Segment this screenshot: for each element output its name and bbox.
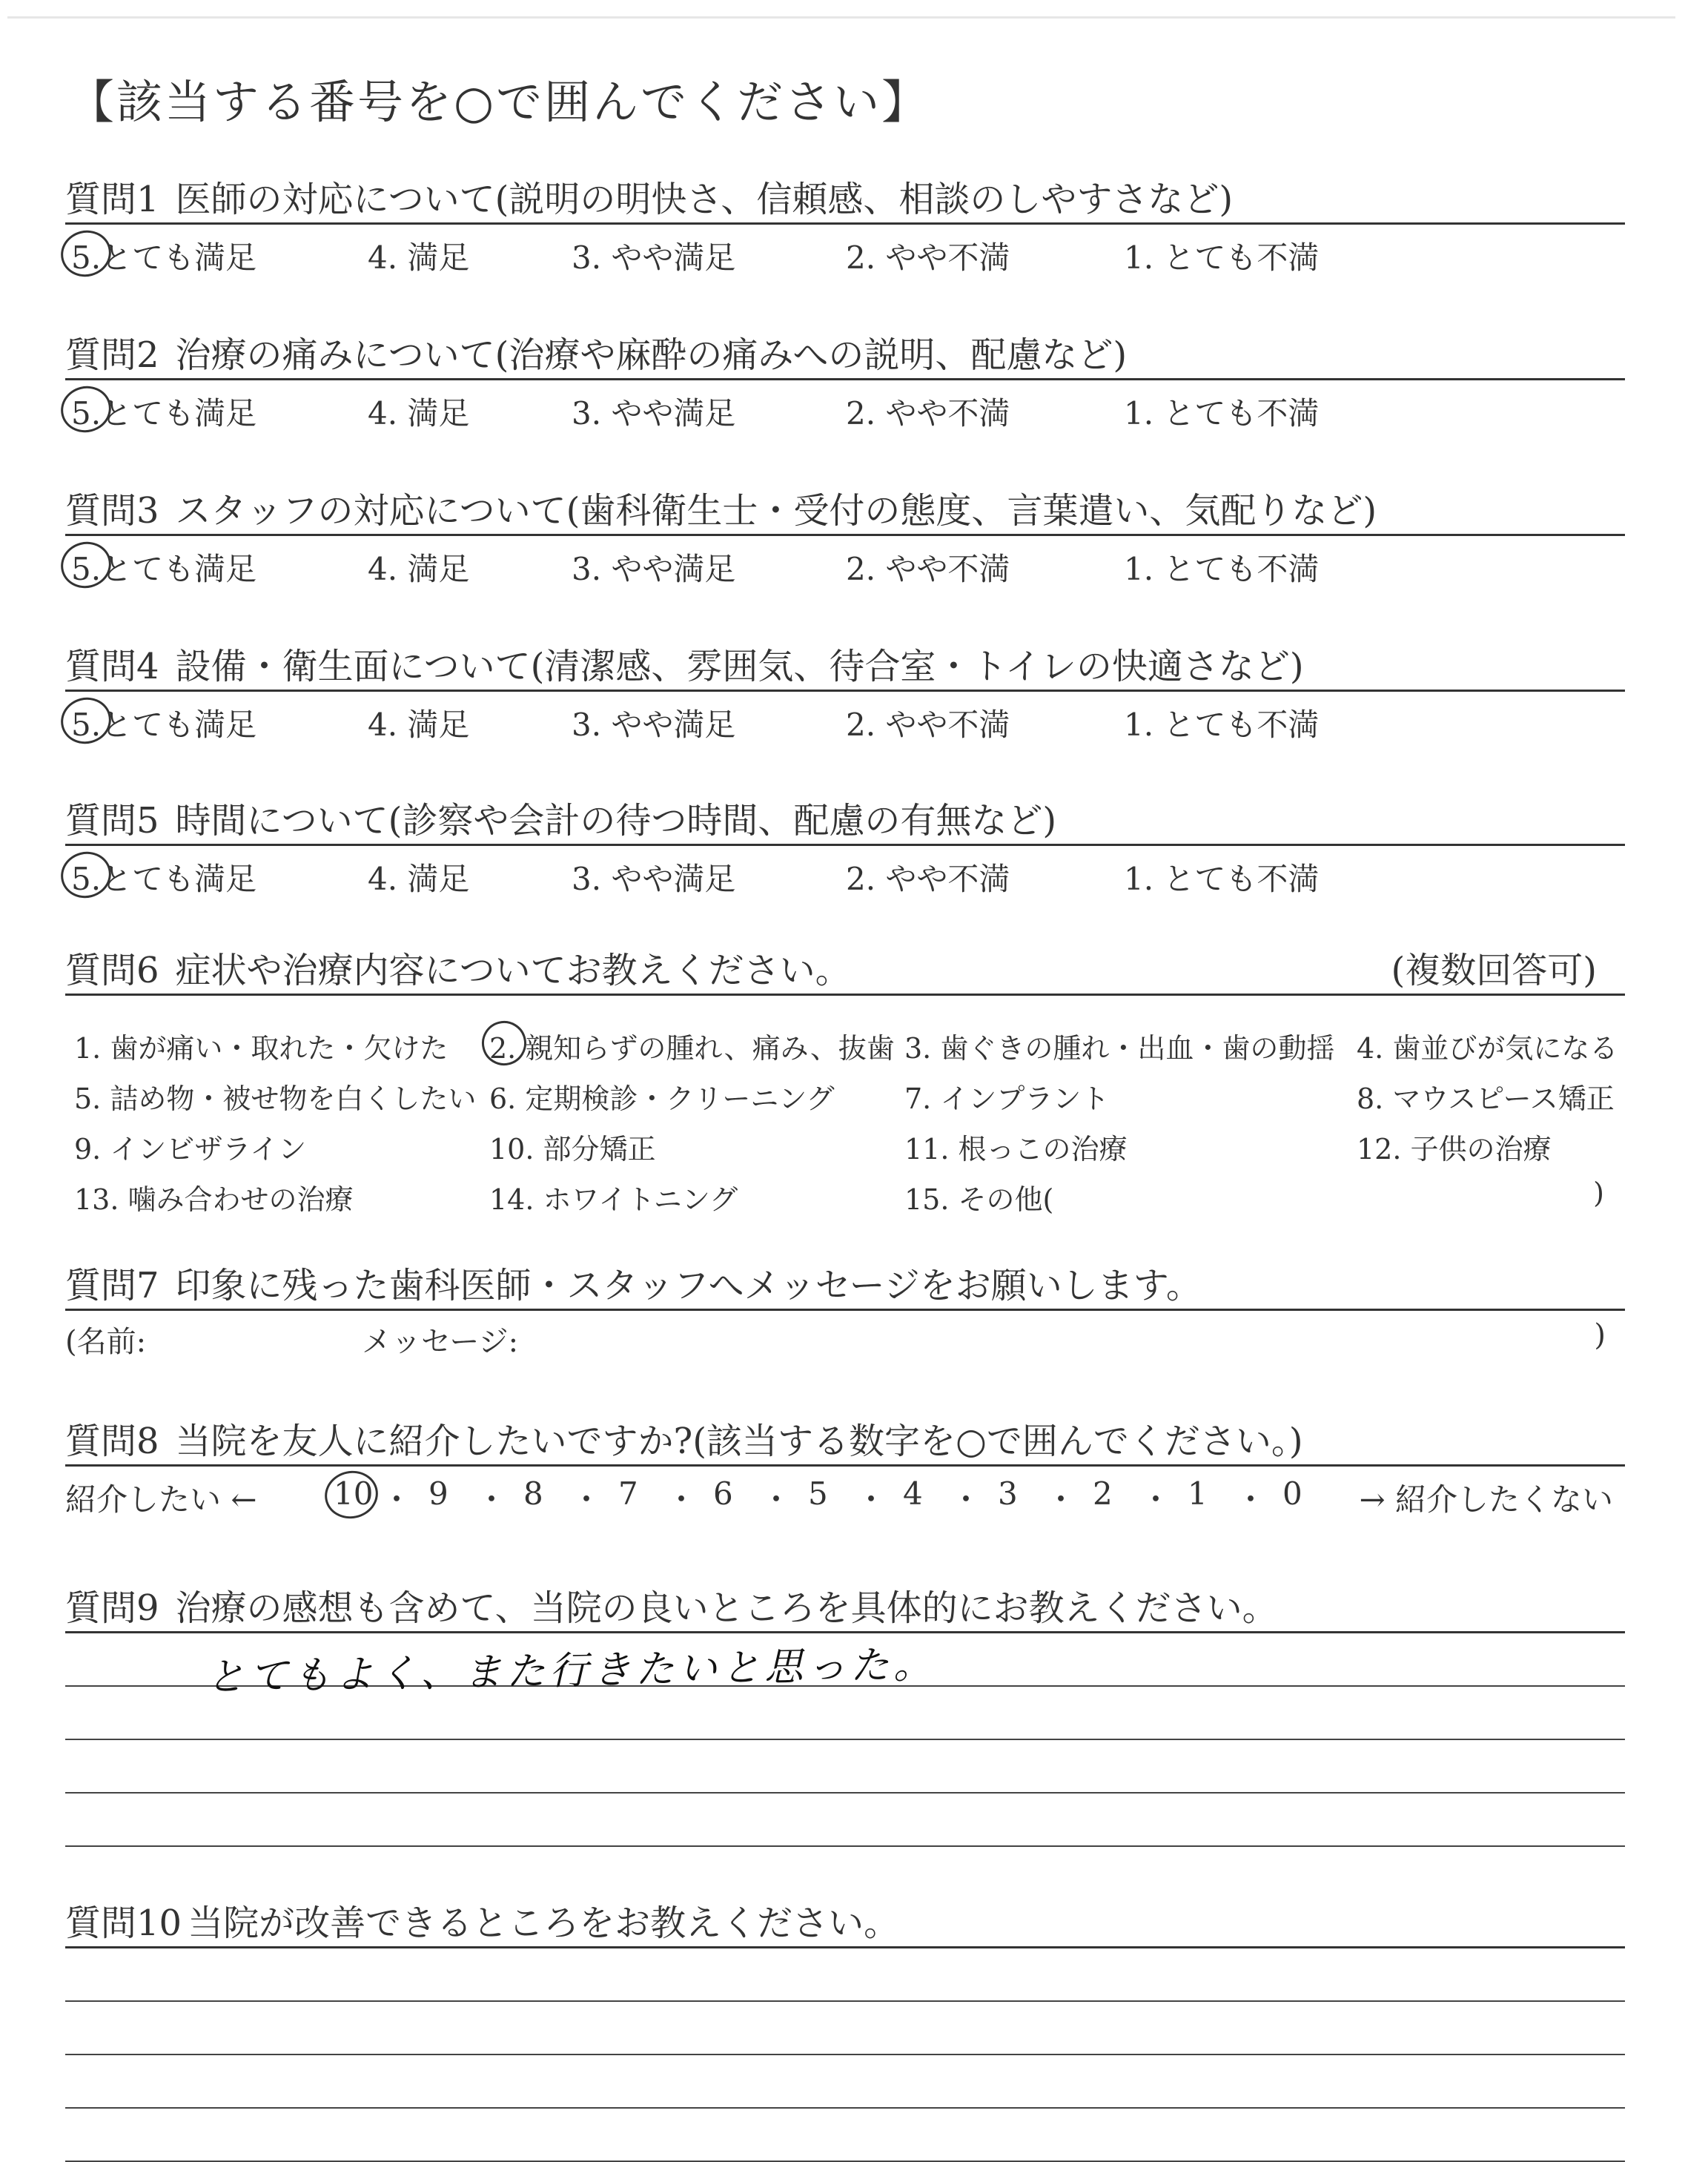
question-7-text: 印象に残った歯科医師・スタッフへメッセージをお願いします。	[175, 1265, 1202, 1306]
symptom-option-14[interactable]: 14. ホワイトニング	[489, 1183, 738, 1216]
question-7-header	[65, 1257, 1625, 1311]
question-3-text: スタッフの対応について(歯科衛生士・受付の態度、言葉遣い、気配りなど)	[175, 490, 1377, 532]
name-label: (名前:	[65, 1325, 147, 1359]
rating-option-1[interactable]: 1. とても不満	[1124, 551, 1320, 587]
rating-option-2[interactable]: 2. やや不満	[846, 861, 1010, 897]
question-2-text: 治療の痛みについて(治療や麻酔の痛みへの説明、配慮など)	[175, 334, 1128, 376]
rating-option-2[interactable]: 2. やや不満	[846, 707, 1010, 743]
symptom-option-4[interactable]: 4. 歯並びが気になる	[1357, 1032, 1618, 1065]
scale-value-10[interactable]: 10	[334, 1475, 374, 1512]
question-3-number: 質問3	[65, 490, 159, 532]
question-6-text: 症状や治療内容についてお教えください。	[175, 950, 851, 991]
symptom-option-9[interactable]: 9. インビザライン	[74, 1133, 307, 1166]
question-4-header	[65, 638, 1625, 692]
rating-option-5[interactable]: 5.とても満足	[71, 389, 256, 434]
rating-option-1[interactable]: 1. とても不満	[1124, 239, 1320, 276]
scale-left-label: 紹介したい ←	[65, 1481, 257, 1518]
question-2-number: 質問2	[65, 334, 159, 376]
scale-value-0[interactable]: 0	[1282, 1475, 1302, 1512]
symptom-option-12[interactable]: 12. 子供の治療	[1357, 1133, 1552, 1166]
symptom-option-15[interactable]: 15. その他(	[904, 1183, 1054, 1216]
question-1-text: 医師の対応について(説明の明快さ、信頼感、相談のしやすさなど)	[175, 179, 1234, 220]
rating-option-4[interactable]: 4. 満足	[368, 395, 470, 432]
question-3	[65, 482, 1625, 588]
symptom-option-2[interactable]: 2. 親知らずの腫れ、痛み、抜歯	[489, 1025, 895, 1066]
scale-value-4[interactable]: 4	[903, 1475, 923, 1512]
rating-option-4[interactable]: 4. 満足	[368, 551, 470, 587]
symptom-option-5[interactable]: 5. 詰め物・被せ物を白くしたい	[74, 1082, 477, 1115]
scale-separator: ・	[855, 1481, 887, 1518]
scale-value-5[interactable]: 5	[808, 1475, 828, 1512]
handwritten-answer: とてもよく、また行きたいと思った。	[205, 1642, 937, 1700]
answer-lines-q10[interactable]	[65, 1948, 1625, 2162]
answer-line[interactable]	[65, 1633, 1625, 1700]
question-8	[65, 1412, 1625, 1520]
rating-option-1[interactable]: 1. とても不満	[1124, 707, 1320, 743]
scale-separator: ・	[1140, 1481, 1172, 1518]
question-9-number: 質問9	[65, 1587, 159, 1629]
question-2	[65, 326, 1625, 432]
question-8-number: 質問8	[65, 1421, 159, 1462]
question-10-number: 質問10	[65, 1903, 182, 1944]
rating-options	[65, 380, 1625, 432]
answer-line[interactable]	[65, 1740, 1625, 1794]
question-5-number: 質問5	[65, 800, 159, 842]
question-10-text: 当院が改善できるところをお教えください。	[188, 1903, 900, 1944]
answer-line[interactable]	[65, 1948, 1625, 2002]
scale-right-label: → 紹介したくない	[1359, 1481, 1613, 1518]
rating-option-2[interactable]: 2. やや不満	[846, 395, 1010, 432]
symptom-option-13[interactable]: 13. 噛み合わせの治療	[74, 1183, 354, 1216]
rating-option-5[interactable]: 5.とても満足	[71, 545, 256, 589]
rating-option-3[interactable]: 3. やや満足	[572, 551, 736, 587]
symptom-option-10[interactable]: 10. 部分矯正	[489, 1133, 656, 1166]
answer-line[interactable]	[65, 1687, 1625, 1740]
symptom-option-7[interactable]: 7. インプラント	[904, 1082, 1110, 1115]
answer-line[interactable]	[65, 2002, 1625, 2055]
scale-separator: ・	[1235, 1481, 1267, 1518]
scale-separator: ・	[1045, 1481, 1077, 1518]
question-1-number: 質問1	[65, 179, 159, 220]
rating-option-4[interactable]: 4. 満足	[368, 707, 470, 743]
rating-option-3[interactable]: 3. やや満足	[572, 861, 736, 897]
page-title: 【該当する番号を○で囲んでください】	[68, 75, 930, 129]
rating-option-5[interactable]: 5.とても満足	[71, 855, 256, 899]
scale-value-1[interactable]: 1	[1188, 1475, 1208, 1512]
question-8-header	[65, 1412, 1625, 1467]
question-6-number: 質問6	[65, 950, 159, 991]
symptom-option-6[interactable]: 6. 定期検診・クリーニング	[489, 1082, 835, 1115]
rating-options	[65, 846, 1625, 898]
rating-option-4[interactable]: 4. 満足	[368, 239, 470, 276]
scale-separator: ・	[950, 1481, 982, 1518]
question-10-header	[65, 1894, 1625, 1948]
rating-option-5[interactable]: 5.とても満足	[71, 234, 256, 278]
scale-separator: ・	[761, 1481, 792, 1518]
scale-value-2[interactable]: 2	[1093, 1475, 1113, 1512]
rating-option-1[interactable]: 1. とても不満	[1124, 861, 1320, 897]
question-5	[65, 792, 1625, 898]
question-4	[65, 638, 1625, 744]
scale-value-3[interactable]: 3	[998, 1475, 1018, 1512]
symptom-option-11[interactable]: 11. 根っこの治療	[904, 1133, 1128, 1166]
symptom-option-8[interactable]: 8. マウスピース矯正	[1357, 1082, 1615, 1115]
rating-option-3[interactable]: 3. やや満足	[572, 707, 736, 743]
question-4-number: 質問4	[65, 646, 159, 687]
question-9-header	[65, 1579, 1625, 1633]
referral-scale	[65, 1467, 1625, 1520]
scan-edge	[7, 16, 1675, 19]
scale-value-7[interactable]: 7	[618, 1475, 638, 1512]
rating-option-1[interactable]: 1. とても不満	[1124, 395, 1320, 432]
symptom-other-close: )	[1593, 1177, 1604, 1209]
question-6-note: (複数回答可)	[1391, 950, 1597, 991]
question-10	[65, 1894, 1625, 2162]
answer-line[interactable]	[65, 2055, 1625, 2109]
rating-option-5[interactable]: 5.とても満足	[71, 701, 256, 745]
symptom-option-3[interactable]: 3. 歯ぐきの腫れ・出血・歯の動揺	[904, 1032, 1335, 1065]
question-2-header	[65, 326, 1625, 380]
question-6	[65, 942, 1625, 1216]
question-6-header	[65, 942, 1625, 996]
scale-separator: ・	[381, 1481, 413, 1518]
answer-lines-q9[interactable]	[65, 1633, 1625, 1847]
scale-separator: ・	[476, 1481, 508, 1518]
question-1-header	[65, 171, 1625, 225]
rating-options	[65, 225, 1625, 277]
rating-option-2[interactable]: 2. やや不満	[846, 551, 1010, 587]
rating-option-2[interactable]: 2. やや不満	[846, 239, 1010, 276]
question-9	[65, 1579, 1625, 1847]
scale-separator: ・	[571, 1481, 603, 1518]
question-1	[65, 171, 1625, 277]
rating-option-4[interactable]: 4. 満足	[368, 861, 470, 897]
question-5-header	[65, 792, 1625, 846]
rating-options	[65, 536, 1625, 588]
scale-value-8[interactable]: 8	[523, 1475, 543, 1512]
question-5-text: 時間について(診察や会計の待つ時間、配慮の有無など)	[175, 800, 1057, 842]
question-8-text: 当院を友人に紹介したいですか?(該当する数字を○で囲んでください。)	[175, 1421, 1303, 1462]
symptom-grid	[65, 996, 1625, 1216]
message-label: メッセージ:	[362, 1325, 519, 1359]
question-3-header	[65, 482, 1625, 536]
answer-line[interactable]	[65, 1794, 1625, 1847]
answer-line[interactable]	[65, 2109, 1625, 2162]
question-4-text: 設備・衛生面について(清潔感、雰囲気、待合室・トイレの快適さなど)	[175, 646, 1304, 687]
scale-separator: ・	[666, 1481, 698, 1518]
scale-value-9[interactable]: 9	[428, 1475, 448, 1512]
message-close: )	[1594, 1318, 1606, 1352]
message-row[interactable]	[65, 1311, 1625, 1363]
question-9-text: 治療の感想も含めて、当院の良いところを具体的にお教えください。	[175, 1587, 1278, 1629]
question-7	[65, 1257, 1625, 1363]
question-7-number: 質問7	[65, 1265, 159, 1306]
rating-option-3[interactable]: 3. やや満足	[572, 395, 736, 432]
rating-options	[65, 692, 1625, 744]
scale-value-6[interactable]: 6	[713, 1475, 733, 1512]
symptom-option-1[interactable]: 1. 歯が痛い・取れた・欠けた	[74, 1032, 448, 1065]
rating-option-3[interactable]: 3. やや満足	[572, 239, 736, 276]
